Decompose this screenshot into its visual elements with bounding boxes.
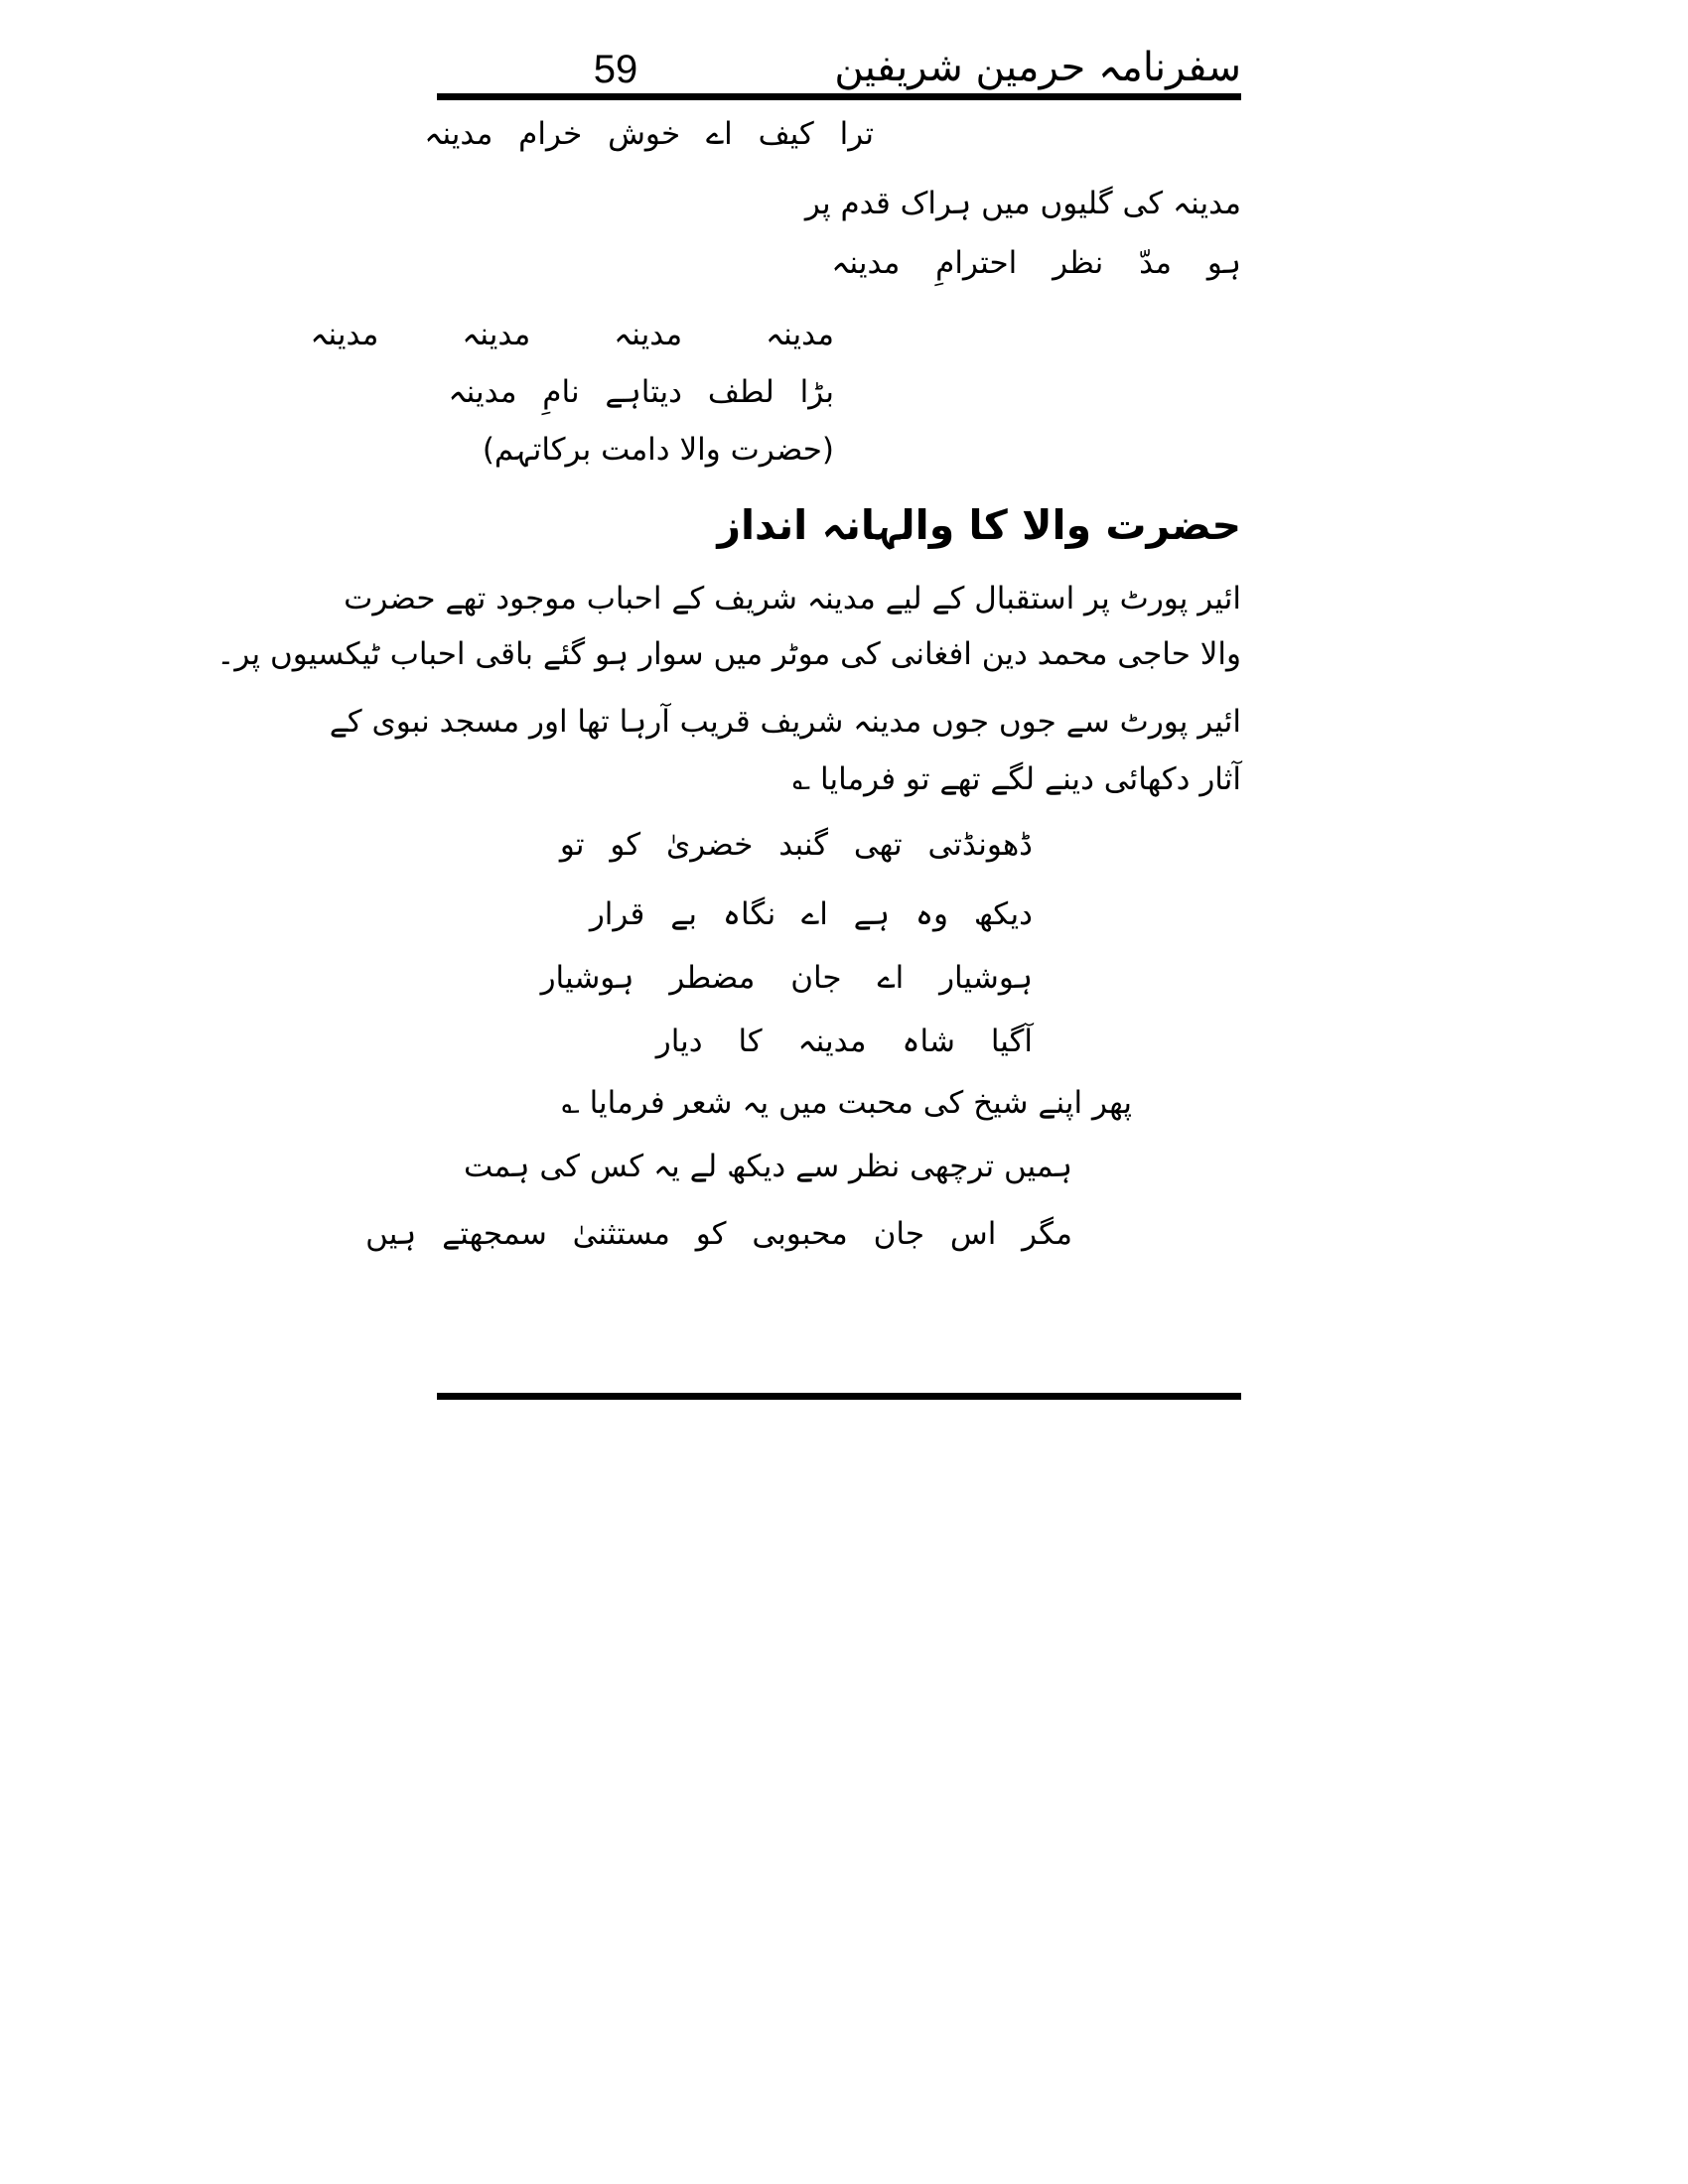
poem1-line3: ہو مدّ نظر احترامِ مدینہ xyxy=(831,245,1241,281)
paragraph1-line2: والا حاجی محمد دین افغانی کی موٹر میں سوار ہو گئے باقی احباب ٹیکسیوں پر۔ xyxy=(216,636,1241,672)
header-rule xyxy=(437,93,1241,100)
section-heading: حضرت والا کا والہانہ انداز xyxy=(717,501,1241,549)
paragraph2-line2: آثار دکھائی دینے لگے تھے تو فرمایا ؎ xyxy=(791,761,1241,797)
poem3-line1: ہمیں ترچھی نظر سے دیکھ لے یہ کس کی ہمت xyxy=(464,1149,1072,1184)
poem2-line2: دیکھ وہ ہے اے نگاہ بے قرار xyxy=(589,896,1033,932)
footer-rule xyxy=(437,1393,1241,1400)
page-number: 59 xyxy=(593,48,638,91)
poem2-line3: ہوشیار اے جان مضطر ہوشیار xyxy=(540,960,1033,996)
poem1-line5: بڑا لطف دیتاہے نامِ مدینہ xyxy=(448,374,834,410)
running-title: سفرنامہ حرمین شریفین xyxy=(834,45,1241,90)
poem3-line2: مگر اس جان محبوبی کو مستثنیٰ سمجھتے ہیں xyxy=(365,1216,1072,1252)
poem3-intro: پھر اپنے شیخ کی محبت میں یہ شعر فرمایا ؎ xyxy=(561,1085,1132,1121)
poem1-line4: مدینہ مدینہ مدینہ مدینہ xyxy=(310,317,834,352)
poem2-line1: ڈھونڈتی تھی گنبد خضریٰ کو تو xyxy=(559,827,1033,863)
paragraph1-line1: ائیر پورٹ پر استقبال کے لیے مدینہ شریف کے احباب موجود تھے حضرت xyxy=(344,581,1241,616)
poem1-line2: مدینہ کی گلیوں میں ہراک قدم پر xyxy=(804,186,1241,221)
poem-attribution: (حضرت والا دامت برکاتہم) xyxy=(482,432,834,468)
poem1-line1: ترا کیف اے خوش خرام مدینہ xyxy=(424,116,874,152)
poem2-line4: آگیا شاہ مدینہ کا دیار xyxy=(655,1024,1033,1059)
paragraph2-line1: ائیر پورٹ سے جوں جوں مدینہ شریف قریب آرہا تھا اور مسجد نبوی کے xyxy=(329,704,1241,740)
